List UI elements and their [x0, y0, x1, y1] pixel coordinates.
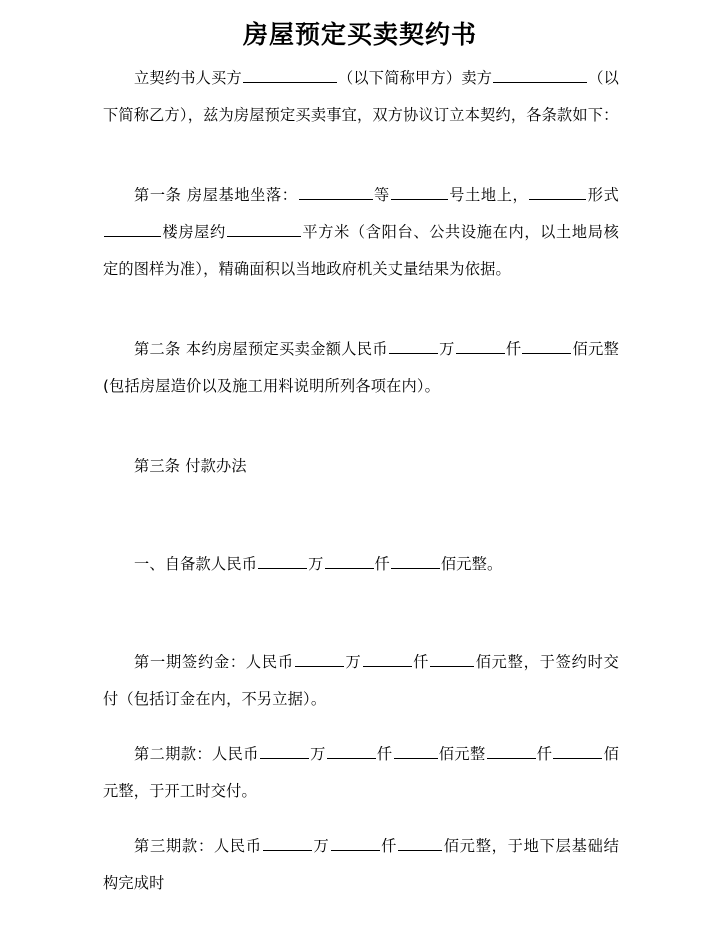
- installment-2-qian2-blank[interactable]: [487, 743, 536, 759]
- spacer: [103, 485, 619, 528]
- installment-1-unit-qian: 仟: [412, 653, 430, 671]
- spacer: [103, 288, 619, 331]
- preamble-paragraph: [103, 60, 619, 134]
- spacer: [103, 810, 619, 828]
- page-title: 房屋预定买卖契约书: [242, 20, 477, 49]
- article-1-label: 第一条: [134, 186, 182, 204]
- own-funds-wan-blank[interactable]: [258, 553, 307, 569]
- payment-item-1-unit-wan: 万: [308, 555, 324, 573]
- spacer: [103, 134, 619, 177]
- spacer: [103, 626, 619, 644]
- installment-1-qian-blank[interactable]: [363, 651, 412, 667]
- installment-2-prefix: 第二期款：人民币: [134, 745, 259, 763]
- spacer: [103, 718, 619, 736]
- payment-item-1: [103, 546, 619, 583]
- installment-2-bai2-blank[interactable]: [553, 743, 602, 759]
- installment-2-qian-blank[interactable]: [327, 743, 376, 759]
- installment-2-unit-wan: 万: [309, 745, 326, 763]
- installment-3-bai-blank[interactable]: [398, 835, 442, 851]
- article-1-paragraph: [103, 177, 619, 288]
- installment-3-qian-blank[interactable]: [331, 835, 380, 851]
- article-1-segment-1: 等: [373, 186, 390, 204]
- preamble-segment-1: 立契约书人买方: [134, 69, 242, 87]
- installment-2-unit-bai: 佰元整: [438, 745, 486, 763]
- installment-2-bai-blank[interactable]: [394, 743, 438, 759]
- own-funds-qian-blank[interactable]: [325, 553, 374, 569]
- article-2-segment-1: 本约房屋预定买卖金额人民币: [185, 340, 388, 358]
- article-1-segment-4: 楼房屋约: [162, 223, 226, 241]
- installment-1-suffix: 佰元整，于签约时交付（包括订金在内，不另立据）。: [103, 653, 619, 708]
- installment-3-unit-qian: 仟: [380, 837, 398, 855]
- article-2-paragraph: [103, 331, 619, 405]
- payment-item-1-unit-qian: 仟: [374, 555, 390, 573]
- total-amount-qian-blank[interactable]: [456, 338, 505, 354]
- area-size-blank[interactable]: [227, 221, 301, 237]
- installment-1-unit-wan: 万: [344, 653, 362, 671]
- installment-1-prefix: 第一期签约金：人民币: [134, 653, 294, 671]
- installment-2-unit-qian2: 仟: [536, 745, 553, 763]
- preamble-segment-2: （以下简称甲方）卖方: [337, 69, 493, 87]
- spacer: [103, 583, 619, 626]
- spacer: [103, 528, 619, 546]
- preamble-segment-3: （以下简称乙方），兹为房屋预定买卖事宜，双方协议订立本契约，各条款如下：: [103, 69, 619, 124]
- land-lot-blank[interactable]: [299, 184, 373, 200]
- total-amount-bai-blank[interactable]: [522, 338, 571, 354]
- payment-item-1-prefix: 一、自备款人民币: [134, 555, 258, 573]
- article-3-label: 第三条: [134, 457, 181, 475]
- building-form-blank[interactable]: [529, 184, 586, 200]
- own-funds-bai-blank[interactable]: [391, 553, 440, 569]
- seller-name-blank[interactable]: [493, 67, 587, 83]
- installment-2-unit-qian: 仟: [376, 745, 393, 763]
- installment-3-prefix: 第三期款：人民币: [134, 837, 262, 855]
- installment-1-wan-blank[interactable]: [295, 651, 344, 667]
- article-2-label: 第二条: [134, 340, 181, 358]
- document-body: [103, 60, 619, 902]
- installment-2-wan-blank[interactable]: [260, 743, 309, 759]
- installment-2-suffix: 佰元整，于开工时交付。: [103, 745, 619, 800]
- article-1-segment-5: 平方米（含阳台、公共设施在内，以土地局核定的图样为准），精确面积以当地政府机关丈量结果为依据。: [103, 223, 619, 278]
- article-1-heading: 房屋基地坐落：: [186, 186, 298, 204]
- installment-3: [103, 828, 619, 902]
- article-2-unit-wan: 万: [438, 340, 455, 358]
- article-3-heading: 付款办法: [185, 457, 247, 475]
- installment-1-bai-blank[interactable]: [430, 651, 474, 667]
- article-1-segment-3: 形式: [587, 186, 620, 204]
- installment-3-wan-blank[interactable]: [263, 835, 312, 851]
- installment-3-suffix: 佰元整，于地下层基础结构完成时: [103, 837, 619, 892]
- article-1-segment-2: 号土地上，: [448, 186, 529, 204]
- land-number-blank[interactable]: [391, 184, 448, 200]
- buyer-name-blank[interactable]: [243, 67, 337, 83]
- floor-number-blank[interactable]: [104, 221, 161, 237]
- payment-item-1-suffix: 佰元整。: [440, 555, 503, 573]
- article-2-segment-4: 佰元整(包括房屋造价以及施工用料说明所列各项在内）。: [103, 340, 620, 395]
- spacer: [103, 405, 619, 448]
- installment-2: [103, 736, 619, 810]
- installment-1: [103, 644, 619, 718]
- article-3-paragraph: [103, 448, 619, 485]
- installment-3-unit-wan: 万: [312, 837, 330, 855]
- total-amount-wan-blank[interactable]: [389, 338, 438, 354]
- article-2-unit-qian: 仟: [505, 340, 522, 358]
